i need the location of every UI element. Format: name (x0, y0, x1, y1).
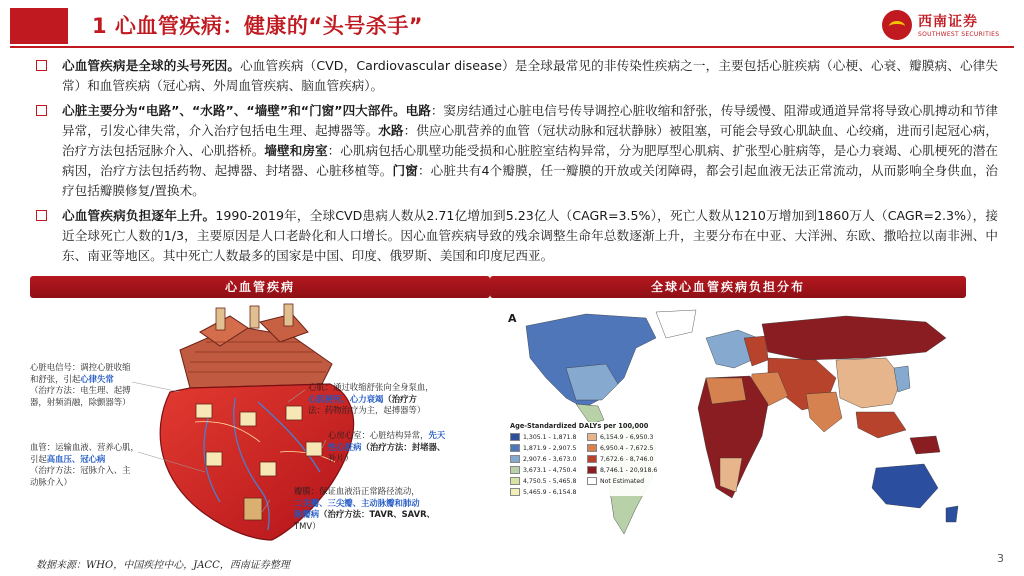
bullet-lead: 心血管疾病是全球的头号死因。 (62, 58, 241, 73)
annotation-line: 法：药物治疗为主，起搏器等） (308, 405, 426, 415)
heart-roof-icon (180, 304, 332, 388)
annotation-text: 和舒张，引起 (30, 373, 81, 384)
annotation-line (294, 509, 484, 521)
legend-swatch (587, 444, 597, 452)
logo-english-name: SOUTHWEST SECURITIES (918, 31, 1000, 38)
annotation-line: 动脉介入） (30, 476, 72, 487)
legend-label: 4,750.5 - 5,465.8 (523, 477, 577, 485)
legend-label: 6,950.4 - 7,672.5 (600, 444, 654, 452)
page-title: 1 心血管疾病：健康的“头号杀手” (92, 14, 424, 38)
legend-grid (510, 433, 660, 496)
legend-item (510, 455, 583, 463)
annotation-line: 瓣膜：保证血液沿正常路径流动， (294, 486, 420, 496)
annotation-text: （治疗方法：封堵器、 (361, 441, 446, 452)
legend-item (587, 455, 660, 463)
annotation-line: TMV） (294, 520, 321, 531)
bullet-text: ：心脏共有4个瓣膜，任一瓣膜的开放或关闭障碍，都会引起血液无法正常流动，从而影响全身供血，治疗包括瓣膜修复/置换术。 (62, 163, 999, 198)
section-header-burden-map: 全球心血管疾病负担分布 (490, 276, 966, 298)
legend-label: 6,154.9 - 6,950.3 (600, 433, 654, 441)
square-bullet-icon (36, 105, 47, 116)
annotation-chambers (328, 430, 488, 465)
legend-swatch (510, 488, 520, 496)
section-header-cvd: 心血管疾病 (30, 276, 490, 298)
bullet-term-wall: 墙壁和房室 (264, 143, 328, 158)
bullet-text: 1990-2019年，全球CVD患病人数从2.71亿增加到5.23亿人（CAGR=3.5%），死亡人数从1210万增加到1860万人（CAGR=2.3%），接近全球死亡人数的1/3，主要原因是人口老龄化和人口增长。因心血管疾病导致的残余调整生命年总数逐渐上升，主要分布在中亚、大洋洲、东欧、撒哈拉以南非洲、中东、南亚等地区。其中死亡人数最多的国家是中国、印度、俄罗斯、美国和印度尼西亚。 (62, 208, 998, 263)
legend-swatch (587, 433, 597, 441)
bullet-lead: 心脏主要分为“电路”、“水路”、“墙壁”和“门窗”四大部件。 (62, 103, 406, 118)
map-legend (510, 422, 660, 496)
annotation-line (30, 454, 145, 466)
legend-item (510, 477, 583, 485)
annotation-line (308, 394, 478, 406)
legend-label: 1,871.9 - 2,907.5 (523, 444, 577, 452)
logo-mark-icon (882, 10, 912, 40)
brand-logo (882, 8, 1012, 44)
legend-swatch (587, 466, 597, 474)
annotation-valves (294, 486, 484, 532)
bullet-text: 心血管疾病（CVD，Cardiovascular disease）是全球最常见的非传染性疾病之一，主要包括心脏疾病（心梗、心衰、瓣膜病、心律失常）和血管疾病（冠心病、外周血管疾病、脑血管疾病）。 (62, 58, 998, 93)
legend-item (587, 477, 660, 485)
map-region-greenland (656, 310, 696, 338)
bullet-text: ：供应心肌营养的血管（冠状动脉和冠状静脉）被阻塞，可能会导致心肌缺血、心绞痛，进而引起冠心病，治疗方法包括冠脉介入、心肌搭桥。 (62, 123, 999, 158)
annotation-disease: 性心脏病 (328, 441, 362, 452)
square-bullet-icon (36, 60, 47, 71)
bullet-list (36, 56, 998, 271)
legend-item (587, 433, 660, 441)
heart-diagram-panel (30, 302, 490, 546)
annotation-line: 补片） (328, 453, 354, 463)
square-bullet-icon (36, 210, 47, 221)
legend-swatch (510, 477, 520, 485)
bullet-term-door: 门窗 (392, 163, 418, 178)
annotation-text: 心房心室：心脏结构异常， (328, 430, 429, 440)
legend-item (587, 444, 660, 452)
title-divider (10, 46, 1014, 48)
page-number: 3 (997, 552, 1004, 565)
bullet-item (36, 101, 998, 201)
legend-label: 8,746.1 - 20,918.6 (600, 466, 658, 474)
legend-label: 3,673.1 - 4,750.4 (523, 466, 577, 474)
annotation-line: （治疗方法：冠脉介入、主 (30, 465, 131, 475)
legend-label: 5,465.9 - 6,154.8 (523, 488, 577, 496)
annotation-line: 血管：运输血液、营养心肌， (30, 442, 139, 452)
bullet-item (36, 206, 998, 266)
annotation-line: （治疗方法：电生理、起搏 (30, 385, 131, 395)
legend-item (510, 488, 583, 496)
legend-label: 1,305.1 - 1,871.8 (523, 433, 577, 441)
map-region-russia (762, 316, 946, 360)
title-bar (0, 0, 1024, 52)
annotation-text: （治疗方 (383, 393, 417, 404)
annotation-text: 引起 (30, 453, 47, 464)
bullet-term-circuit: 电路 (405, 103, 431, 118)
annotation-disease: 先天 (428, 430, 446, 440)
annotation-line: 心肌：通过收缩舒张向全身泵血， (308, 382, 434, 392)
annotation-electrical (30, 362, 140, 408)
legend-swatch (587, 455, 597, 463)
map-region-australia (872, 464, 938, 508)
legend-label: 7,672.6 - 8,746.0 (600, 455, 654, 463)
logo-chinese-name: 西南证券 (918, 14, 978, 30)
annotation-myocardium (308, 382, 478, 417)
bullet-term-water: 水路 (378, 123, 404, 138)
legend-swatch (510, 444, 520, 452)
annotation-line (30, 374, 140, 386)
legend-item (510, 466, 583, 474)
legend-title: Age-Standardized DALYs per 100,000 (510, 422, 649, 430)
annotation-line: 心脏电信号：调控心脏收缩 (30, 362, 131, 372)
annotation-disease: 心肌梗死、心力衰竭 (308, 393, 384, 404)
annotation-disease: 高血压、冠心病 (46, 453, 106, 464)
legend-item (510, 433, 583, 441)
data-source-note: 数据来源：WHO，中国疾控中心，JACC，西南证券整理 (36, 560, 290, 571)
legend-swatch (510, 466, 520, 474)
annotation-line (328, 430, 488, 442)
annotation-disease: 二尖瓣、三尖瓣、主动脉瓣和肺动 (294, 497, 420, 508)
annotation-disease: 脉瓣病 (294, 509, 320, 519)
annotation-line: 器，射频消融，除颤器等） (30, 396, 131, 407)
annotation-line (328, 442, 488, 454)
legend-item (510, 444, 583, 452)
bullet-item (36, 56, 998, 96)
legend-swatch (510, 455, 520, 463)
annotation-text: （治疗方法：TAVR、SAVR、 (319, 509, 435, 519)
legend-item (587, 466, 660, 474)
map-panel-label: A (508, 312, 517, 325)
world-dalys-map-panel (506, 308, 966, 552)
bullet-text: ：心肌病包括心肌壁功能受损和心脏腔室结构异常，分为肥厚型心肌病、扩张型心脏病等，是心力衰竭、心肌梗死的潜在病因，治疗方法包括药物、起搏器、封堵器、心脏移植等。 (62, 143, 999, 178)
bullet-text: ：窦房结通过心脏电信号传导调控心脏收缩和舒张，传导缓慢、阻滞或通道异常将导致心肌搏动和节律异常，引发心律失常，介入治疗包括电生理、起搏器等。 (62, 103, 999, 138)
map-region-east-asia (836, 358, 902, 408)
annotation-disease: 心律失常 (80, 373, 114, 384)
legend-swatch (510, 433, 520, 441)
annotation-blood-vessel (30, 442, 145, 488)
legend-label: Not Estimated (600, 477, 645, 485)
bullet-lead: 心血管疾病负担逐年上升。 (62, 208, 216, 223)
title-accent-block (10, 8, 68, 44)
legend-label: 2,907.6 - 3,673.0 (523, 455, 577, 463)
legend-swatch (587, 477, 597, 485)
